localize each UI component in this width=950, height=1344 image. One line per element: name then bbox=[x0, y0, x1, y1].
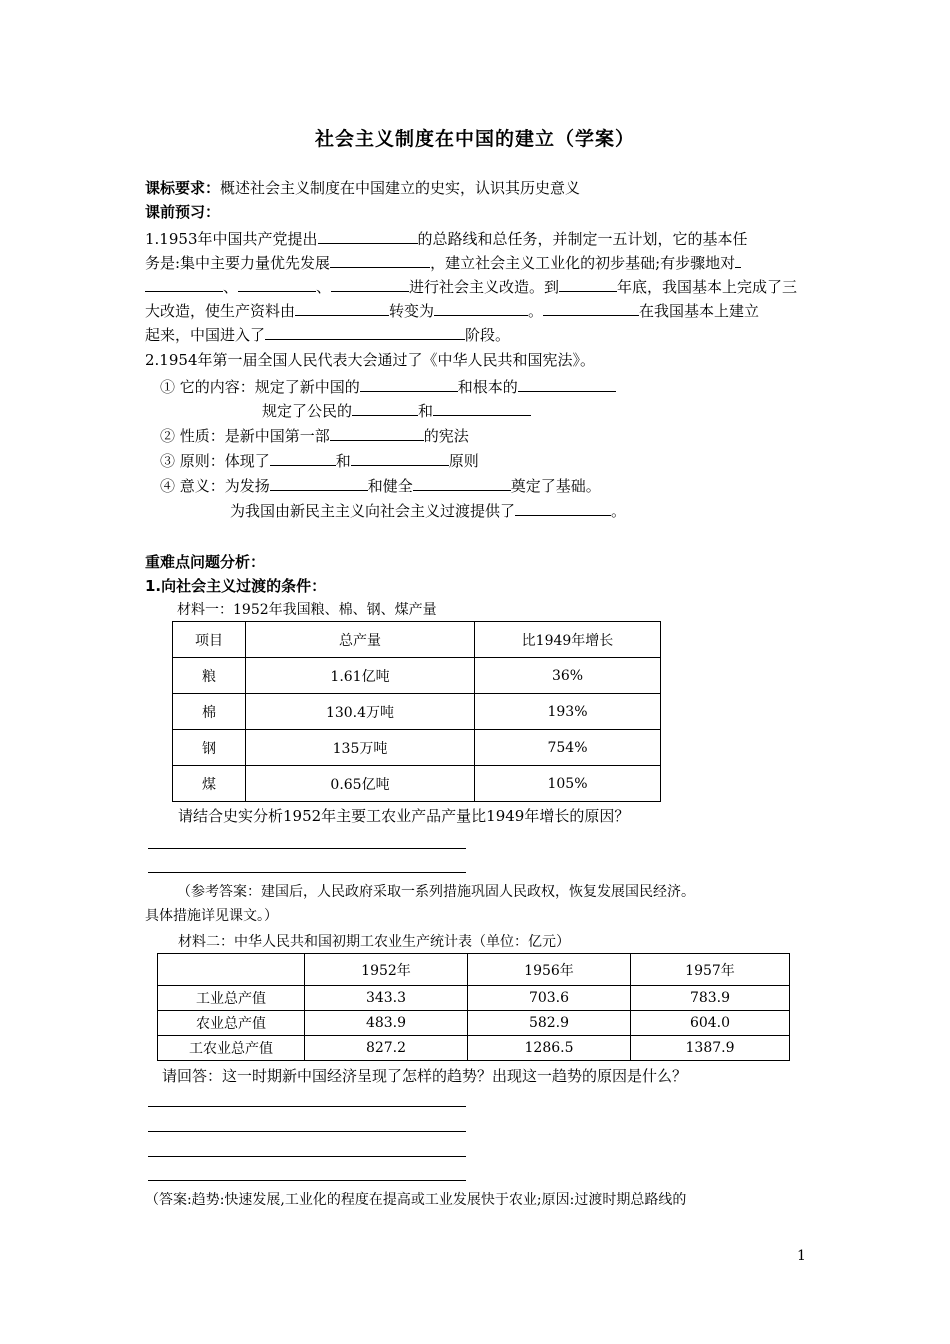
table-cell: 582.9 bbox=[468, 1011, 631, 1036]
blank-field[interactable] bbox=[433, 400, 531, 416]
q1-text: 。 bbox=[528, 302, 544, 320]
q2-text: ④ 意义：为发扬 bbox=[160, 477, 270, 495]
q1-line-1 bbox=[145, 228, 825, 249]
header-cell: 1957年 bbox=[631, 954, 790, 986]
table-cell: 钢 bbox=[173, 730, 246, 766]
q1-text: 阶段。 bbox=[465, 326, 511, 344]
kebiao-line bbox=[145, 178, 825, 198]
table-row bbox=[158, 1036, 790, 1061]
table-cell: 130.4万吨 bbox=[246, 694, 475, 730]
q1-text: 大改造，使生产资料由 bbox=[145, 302, 296, 320]
table-cell: 工业总产值 bbox=[158, 986, 305, 1011]
table-row bbox=[158, 1011, 790, 1036]
blank-field[interactable] bbox=[518, 376, 616, 392]
q2-principle-line bbox=[160, 450, 840, 471]
q1-text: 、 bbox=[316, 278, 332, 296]
reference-answer-1: （参考答案：建国后，人民政府采取一系列措施巩固人民政权，恢复发展国民经济。 bbox=[177, 884, 695, 900]
q2-nature-line bbox=[160, 425, 840, 446]
blank-field[interactable] bbox=[559, 276, 617, 292]
kebiao-label: 课标要求： bbox=[145, 179, 221, 197]
q2-text: 。 bbox=[611, 502, 627, 520]
blank-field[interactable] bbox=[265, 324, 465, 340]
answer-line[interactable] bbox=[148, 1106, 466, 1107]
table-cell: 193% bbox=[475, 694, 661, 730]
table-cell: 783.9 bbox=[631, 986, 790, 1011]
q2-text: 和 bbox=[418, 402, 434, 420]
header-cell: 1956年 bbox=[468, 954, 631, 986]
table-cell: 1387.9 bbox=[631, 1036, 790, 1061]
blank-field[interactable] bbox=[360, 376, 458, 392]
q2-text: 规定了公民的 bbox=[262, 402, 353, 420]
kebiao-text: 概述社会主义制度在中国建立的史实，认识其历史意义 bbox=[220, 179, 581, 197]
q2-meaning-line-1 bbox=[160, 475, 840, 496]
material1-caption: 材料一：1952年我国粮、棉、钢、煤产量 bbox=[177, 602, 437, 618]
q2-text: 和根本的 bbox=[457, 378, 518, 396]
q2-text: 为我国由新民主主义向社会主义过渡提供了 bbox=[230, 502, 516, 520]
blank-field[interactable] bbox=[330, 425, 424, 441]
q1-text: 转变为 bbox=[389, 302, 435, 320]
q1-text: ，建立社会主义工业化的初步基础;有步骤地对 bbox=[430, 254, 736, 272]
blank-field[interactable] bbox=[330, 252, 430, 268]
q1-text: 在我国基本上建立 bbox=[639, 302, 760, 320]
table-cell: 703.6 bbox=[468, 986, 631, 1011]
table-cell: 1286.5 bbox=[468, 1036, 631, 1061]
table-row bbox=[173, 694, 661, 730]
header-cell: 1952年 bbox=[305, 954, 468, 986]
q2-intro: 2.1954年第一届全国人民代表大会通过了《中华人民共和国宪法》。 bbox=[145, 351, 595, 369]
blank-field[interactable] bbox=[352, 400, 418, 416]
material2-table bbox=[157, 953, 790, 1061]
table-cell: 604.0 bbox=[631, 1011, 790, 1036]
table-cell: 343.3 bbox=[305, 986, 468, 1011]
blank-field[interactable] bbox=[413, 475, 511, 491]
q1-text: 进行社会主义改造。到 bbox=[409, 278, 560, 296]
q1-text: 起来，中国进入了 bbox=[145, 326, 266, 344]
q2-meaning-line-2 bbox=[230, 500, 910, 521]
q1-line-5 bbox=[145, 324, 825, 345]
table-header-row bbox=[173, 622, 661, 658]
blank-field[interactable] bbox=[331, 276, 409, 292]
q1-text: 、 bbox=[223, 278, 239, 296]
q2-text: 原则 bbox=[448, 452, 479, 470]
table-cell: 36% bbox=[475, 658, 661, 694]
blank-field[interactable] bbox=[270, 475, 368, 491]
header-cell: 总产量 bbox=[246, 622, 475, 658]
material2-caption: 材料二：中华人民共和国初期工农业生产统计表（单位：亿元） bbox=[178, 934, 570, 950]
q1-text: 务是:集中主要力量优先发展 bbox=[145, 254, 331, 272]
question1-text: 请结合史实分析1952年主要工农业产品产量比1949年增长的原因？ bbox=[178, 807, 630, 825]
blank-field[interactable] bbox=[295, 300, 389, 316]
yuxi-label: 课前预习： bbox=[145, 203, 221, 221]
table-cell: 工农业总产值 bbox=[158, 1036, 305, 1061]
header-cell: 项目 bbox=[173, 622, 246, 658]
answer-line[interactable] bbox=[148, 872, 466, 873]
question2-text: 请回答：这一时期新中国经济呈现了怎样的趋势？出现这一趋势的原因是什么？ bbox=[162, 1067, 688, 1085]
table-header-row bbox=[158, 954, 790, 986]
header-cell: 比1949年增长 bbox=[475, 622, 661, 658]
blank-field[interactable] bbox=[515, 500, 611, 516]
table-cell: 粮 bbox=[173, 658, 246, 694]
answer-line[interactable] bbox=[148, 1156, 466, 1157]
blank-field[interactable] bbox=[145, 276, 223, 292]
q1-line-4 bbox=[145, 300, 825, 321]
q2-content-line-1 bbox=[160, 376, 840, 397]
table-cell: 棉 bbox=[173, 694, 246, 730]
table-row bbox=[173, 766, 661, 802]
blank-field[interactable] bbox=[434, 300, 528, 316]
page-number: 1 bbox=[797, 1248, 806, 1264]
q1-text: 的总路线和总任务，并制定一五计划，它的基本任 bbox=[417, 230, 748, 248]
blank-field[interactable] bbox=[735, 252, 741, 268]
blank-field[interactable] bbox=[318, 228, 418, 244]
q1-text: 年底，我国基本上完成了三 bbox=[617, 278, 798, 296]
answer-line[interactable] bbox=[148, 1131, 466, 1132]
table-cell: 827.2 bbox=[305, 1036, 468, 1061]
q2-content-line-2 bbox=[262, 400, 942, 421]
table-cell: 煤 bbox=[173, 766, 246, 802]
q2-text: 和 bbox=[335, 452, 351, 470]
table-cell: 农业总产值 bbox=[158, 1011, 305, 1036]
q2-text: ③ 原则：体现了 bbox=[160, 452, 270, 470]
material1-table bbox=[172, 621, 661, 802]
table-row bbox=[173, 658, 661, 694]
q1-line-3 bbox=[145, 276, 825, 297]
header-cell bbox=[158, 954, 305, 986]
q2-text: ② 性质：是新中国第一部 bbox=[160, 427, 330, 445]
page-title: 社会主义制度在中国的建立（学案） bbox=[314, 128, 635, 150]
table-row bbox=[173, 730, 661, 766]
table-cell: 0.65亿吨 bbox=[246, 766, 475, 802]
blank-field[interactable] bbox=[238, 276, 316, 292]
answer-line[interactable] bbox=[148, 1180, 466, 1181]
q2-text: ① 它的内容：规定了新中国的 bbox=[160, 378, 360, 396]
answer2-text: （答案:趋势:快速发展,工业化的程度在提高或工业发展快于农业;原因:过渡时期总路线的 bbox=[145, 1192, 687, 1208]
table-cell: 105% bbox=[475, 766, 661, 802]
q2-text: 的宪法 bbox=[423, 427, 469, 445]
q1-line-2 bbox=[145, 252, 825, 273]
answer-line[interactable] bbox=[148, 848, 466, 849]
section1-label: 1.向社会主义过渡的条件： bbox=[145, 577, 327, 595]
blank-field[interactable] bbox=[351, 450, 449, 466]
table-cell: 1.61亿吨 bbox=[246, 658, 475, 694]
table-cell: 135万吨 bbox=[246, 730, 475, 766]
reference-answer-2: 具体措施详见课文。） bbox=[145, 908, 278, 924]
q2-text: 和健全 bbox=[367, 477, 413, 495]
q2-text: 奠定了基础。 bbox=[510, 477, 601, 495]
blank-field[interactable] bbox=[543, 300, 639, 316]
analysis-label: 重难点问题分析： bbox=[145, 553, 266, 571]
table-row bbox=[158, 986, 790, 1011]
blank-field[interactable] bbox=[270, 450, 336, 466]
table-cell: 483.9 bbox=[305, 1011, 468, 1036]
table-cell: 754% bbox=[475, 730, 661, 766]
q1-text: 1.1953年中国共产党提出 bbox=[145, 230, 318, 248]
